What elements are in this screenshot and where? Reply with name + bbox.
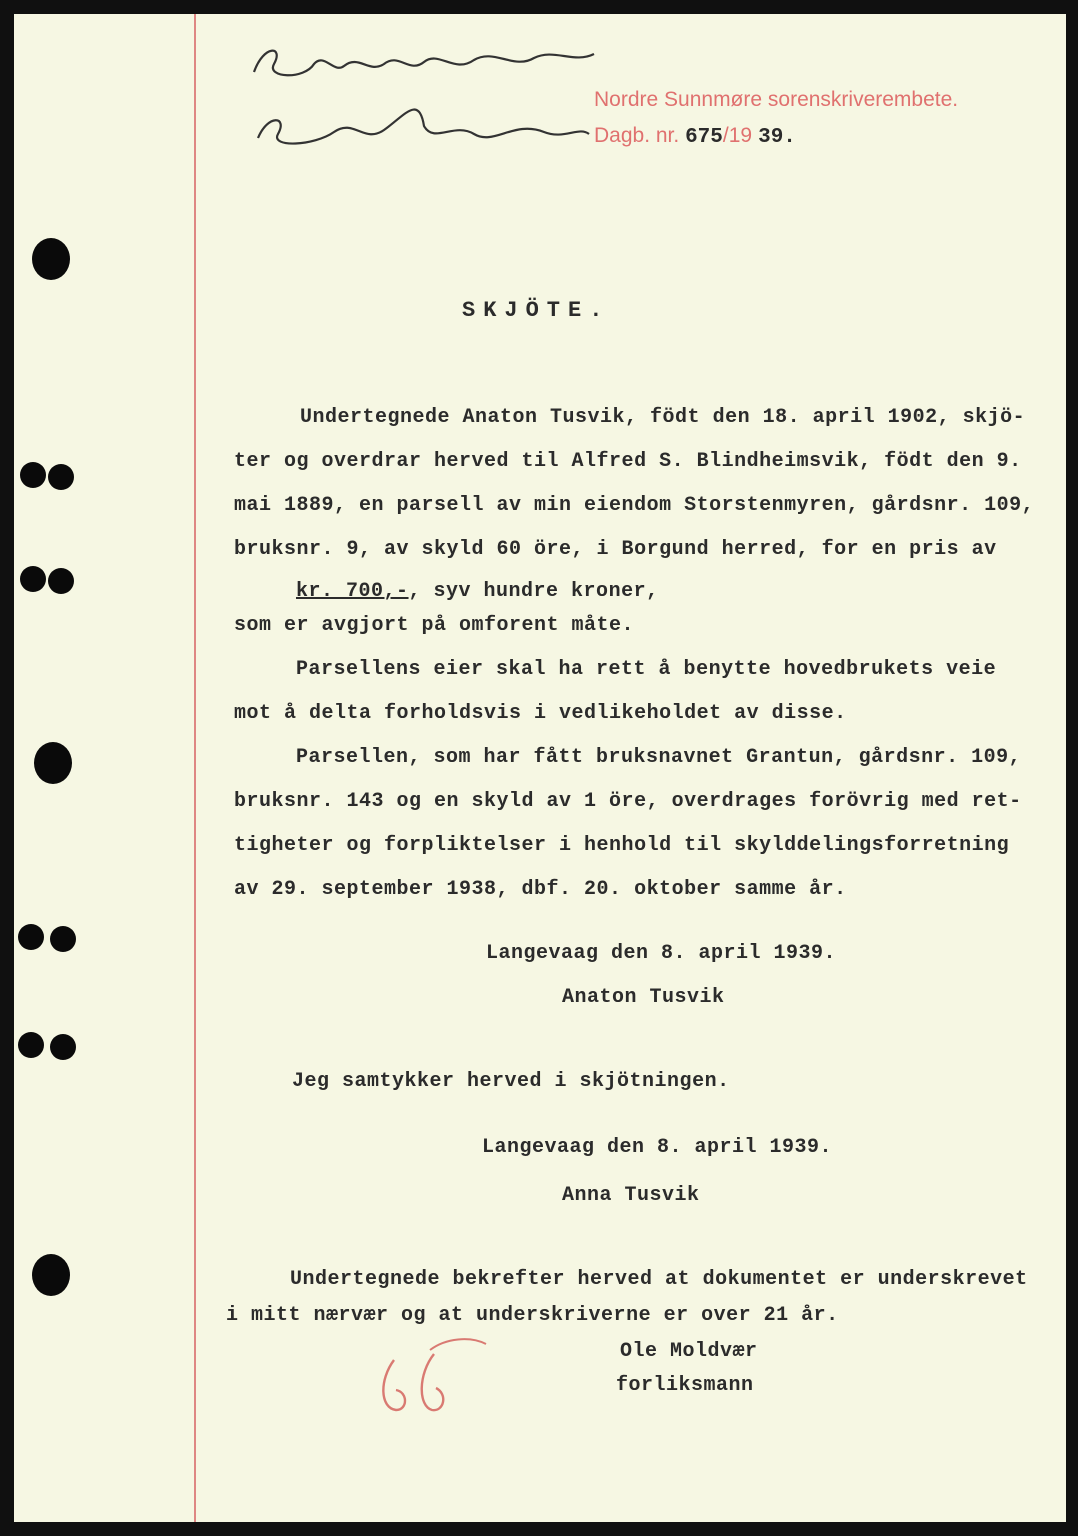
witness-line: Undertegnede bekrefter herved at dokumentet er underskrevet <box>290 1268 1028 1291</box>
consent-line: Jeg samtykker herved i skjötningen. <box>292 1070 730 1093</box>
punch-hole <box>20 462 46 488</box>
price-words: , syv hundre kroner, <box>408 580 659 603</box>
journal-year: 39. <box>758 126 796 149</box>
punch-hole <box>32 238 70 280</box>
body-line: Parsellens eier skal ha rett å benytte hovedbrukets veie <box>296 658 997 681</box>
price-line <box>296 580 659 603</box>
witness-title: forliksmann <box>616 1374 754 1397</box>
document-title: SKJÖTE. <box>462 298 611 323</box>
place-date: Langevaag den 8. april 1939. <box>482 1136 833 1159</box>
punch-hole <box>50 1034 76 1060</box>
punch-hole <box>18 1032 44 1058</box>
body-line: mot å delta forholdsvis i vedlikeholdet av disse. <box>234 702 847 725</box>
body-line: bruksnr. 9, av skyld 60 öre, i Borgund herred, for en pris av <box>234 538 997 561</box>
punch-hole <box>48 464 74 490</box>
handwritten-annotation <box>244 34 604 164</box>
office-stamp: Nordre Sunnmøre sorenskriverembete. <box>594 88 959 111</box>
witness-name: Ole Moldvær <box>620 1340 758 1363</box>
journal-stamp <box>594 124 796 149</box>
signatory-name: Anna Tusvik <box>562 1184 700 1207</box>
body-line: bruksnr. 143 og en skyld av 1 öre, overdrages forövrig med ret- <box>234 790 1022 813</box>
body-line: tigheter og forpliktelser i henhold til skylddelingsforretning <box>234 834 1010 857</box>
margin-rule <box>194 14 196 1522</box>
journal-number: 675 <box>685 126 723 149</box>
body-line: mai 1889, en parsell av min eiendom Storstenmyren, gårdsnr. 109, <box>234 494 1035 517</box>
place-date: Langevaag den 8. april 1939. <box>486 942 837 965</box>
fee-mark <box>374 1330 494 1420</box>
journal-label: Dagb. nr. <box>594 124 680 147</box>
journal-year-prefix: /19 <box>722 124 753 147</box>
body-line: som er avgjort på omforent måte. <box>234 614 635 637</box>
punch-hole <box>20 566 46 592</box>
body-line: Undertegnede Anaton Tusvik, födt den 18. april 1902, skjö- <box>300 406 1026 429</box>
punch-hole <box>18 924 44 950</box>
witness-line: i mitt nærvær og at underskriverne er over 21 år. <box>226 1304 839 1327</box>
body-line: av 29. september 1938, dbf. 20. oktober samme år. <box>234 878 847 901</box>
signatory-name: Anaton Tusvik <box>562 986 725 1009</box>
punch-hole <box>50 926 76 952</box>
body-line: ter og overdrar herved til Alfred S. Blindheimsvik, födt den 9. <box>234 450 1022 473</box>
body-line: Parsellen, som har fått bruksnavnet Grantun, gårdsnr. 109, <box>296 746 1022 769</box>
punch-hole <box>34 742 72 784</box>
document-page <box>14 14 1066 1522</box>
punch-hole <box>32 1254 70 1296</box>
punch-hole <box>48 568 74 594</box>
price-amount: kr. 700,- <box>296 580 409 603</box>
